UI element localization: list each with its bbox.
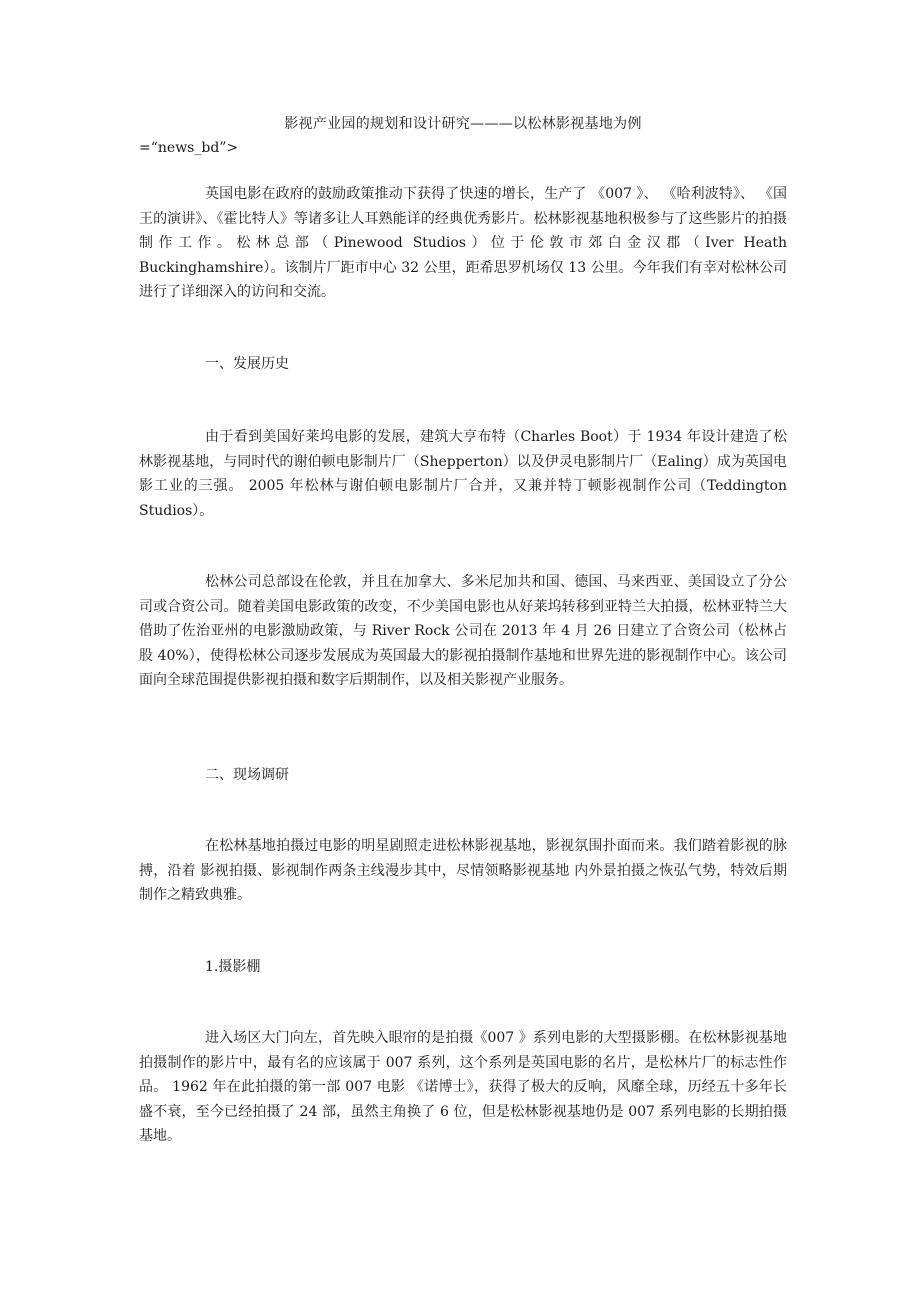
section-heading-survey: 二、现场调研 <box>205 767 289 783</box>
subsection-heading-studio: 1.摄影棚 <box>205 959 261 975</box>
section-heading-history: 一、发展历史 <box>205 356 289 372</box>
history-paragraph-1: 由于看到美国好莱坞电影的发展，建筑大亨布特（Charles Boot）于 1934 年设计建造了松林影视基地，与同时代的谢伯顿电影制片厂（Shepperton）以及伊灵电影制片厂（Ealing）成为英国电影工业的三强。 2005 年松林与谢伯顿电影制片厂合并，又兼并特丁顿影视制作公司（Teddington Studios）。 <box>139 429 787 519</box>
studio-paragraph: 进入场区大门向左，首先映入眼帘的是拍摄《007 》系列电影的大型摄影棚。在松林影视基地拍摄制作的影片中，最有名的应该属于 007 系列，这个系列是英国电影的名片，是松林片厂的标志性作品。 1962 年在此拍摄的第一部 007 电影 《诺博士》，获得了极大的反响，风靡全球，历经五十多年长盛不衰，至今已经拍摄了 24 部，虽然主角换了 6 位，但是松林影视基地仍是 007 系列电影的长期拍摄基地。 <box>139 1030 787 1144</box>
history-paragraph-2: 松林公司总部设在伦敦，并且在加拿大、多米尼加共和国、德国、马来西亚、美国设立了分公司或合资公司。随着美国电影政策的改变，不少美国电影也从好莱坞转移到亚特兰大拍摄，松林亚特兰大借助了佐治亚州的电影激励政策，与 River Rock 公司在 2013 年 4 月 26 日建立了合资公司（松林占股 40%），使得松林公司逐步发展成为英国最大的影视拍摄制作基地和世界先进的影视制作中心。该公司面向全球范围提供影视拍摄和数字后期制作，以及相关影视产业服务。 <box>139 574 787 688</box>
intro-paragraph: 英国电影在政府的鼓励政策推动下获得了快速的增长，生产了 《007 》、 《哈利波特》、 《国王的演讲》、《霍比特人》等诸多让人耳熟能详的经典优秀影片。松林影视基地积极参与了这些影片的拍摄制作工作。松林总部（Pinewood Studios）位于伦敦市郊白金汉郡（Iver Heath Buckinghamshire）。该制片厂距市中心 32 公里，距希思罗机场仅 13 公里。今年我们有幸对松林公司进行了详细深入的访问和交流。 <box>139 186 787 300</box>
document-title: 影视产业园的规划和设计研究———以松林影视基地为例 <box>284 116 642 132</box>
html-attribute-fragment: =“news_bd”> <box>139 140 239 156</box>
survey-paragraph: 在松林基地拍摄过电影的明星剧照走进松林影视基地，影视氛围扑面而来。我们踏着影视的脉搏，沿着 影视拍摄、影视制作两条主线漫步其中，尽情领略影视基地 内外景拍摄之恢弘气势，特效后期制作之精致典雅。 <box>139 838 787 903</box>
